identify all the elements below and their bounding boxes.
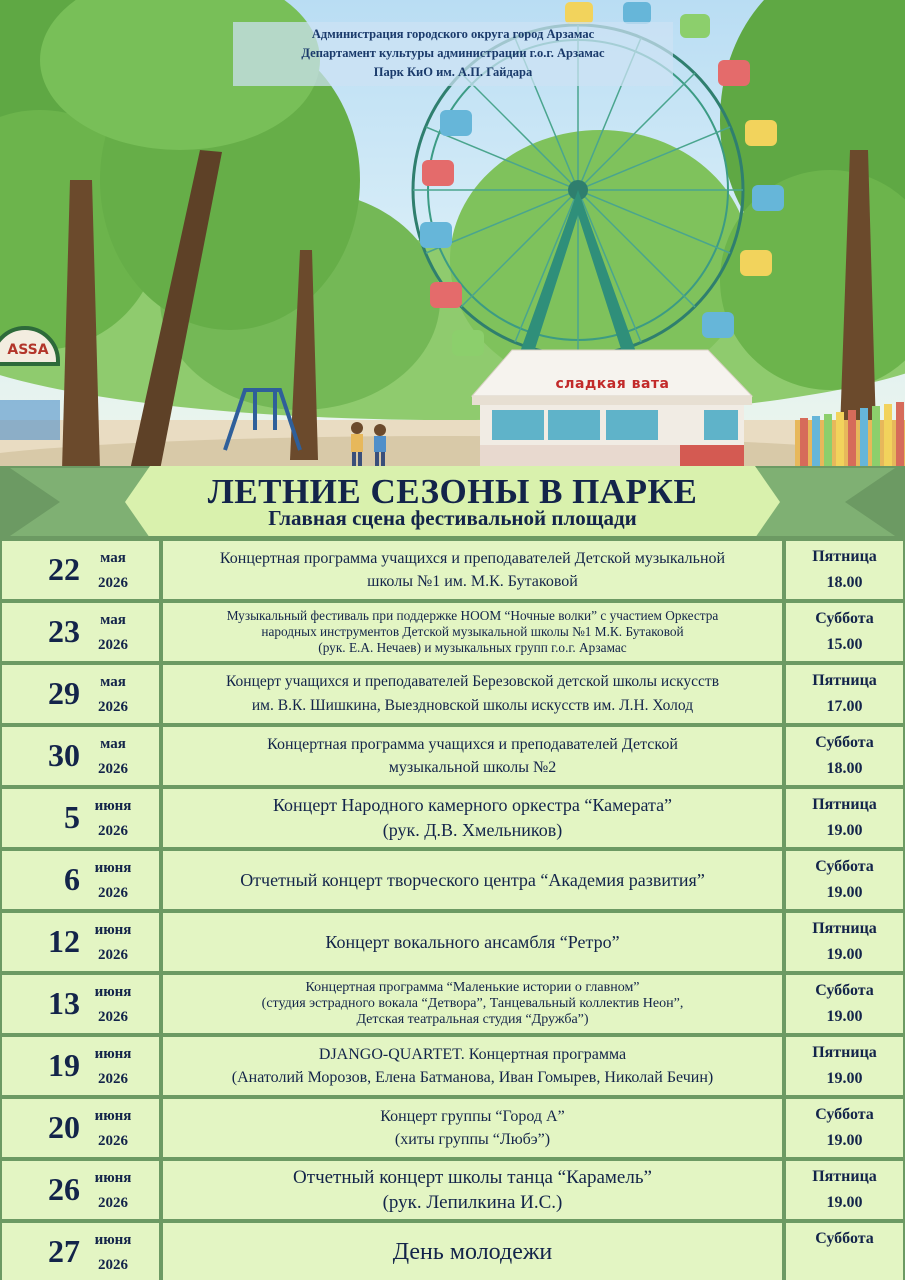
event-weekday: Пятница: [812, 672, 877, 689]
weekday-time-cell: [786, 1223, 903, 1280]
event-description-line: школы №1 им. М.К. Бутаковой: [367, 573, 578, 590]
event-description: [163, 1037, 782, 1095]
event-description: [163, 913, 782, 971]
event-row: [0, 851, 905, 909]
event-description: [163, 789, 782, 847]
event-description-line: народных инструментов Детской музыкальной школы №1 М.К. Бутаковой: [261, 624, 684, 639]
event-row: [0, 913, 905, 971]
event-row: [0, 1223, 905, 1280]
event-day: 27: [48, 1233, 80, 1269]
weekday-time-cell: [786, 975, 903, 1033]
event-row: [0, 1037, 905, 1095]
event-month: июня: [94, 922, 132, 938]
event-row: [0, 1099, 905, 1157]
event-description: [163, 851, 782, 909]
event-weekday: Суббота: [815, 1230, 874, 1247]
date-cell: [2, 789, 159, 847]
event-time: 19.00: [826, 1070, 863, 1087]
event-weekday: Пятница: [812, 1044, 877, 1061]
date-cell: [2, 1037, 159, 1095]
event-description-line: Отчетный концерт творческого центра “Академия развития”: [240, 869, 705, 890]
weekday-time-cell: [786, 727, 903, 785]
event-description-line: День молодежи: [392, 1239, 553, 1265]
event-description: [163, 975, 782, 1033]
date-cell: [2, 1099, 159, 1157]
event-description-cell: [163, 541, 782, 599]
event-day: 22: [48, 551, 80, 587]
event-description: [163, 1223, 782, 1280]
event-weekday: Пятница: [812, 1168, 877, 1185]
event-month: июня: [94, 860, 132, 876]
organizer-line: Парк КиО им. А.П. Гайдара: [373, 65, 533, 79]
event-description-cell: [163, 1037, 782, 1095]
event-row: [0, 603, 905, 661]
event-time: 17.00: [826, 698, 863, 715]
event-description: [163, 1099, 782, 1157]
event-weekday: Пятница: [812, 920, 877, 937]
event-description: [163, 727, 782, 785]
page-title: ЛЕТНИЕ СЕЗОНЫ В ПАРКЕ: [207, 472, 698, 511]
weekday-time-cell: [786, 603, 903, 661]
event-time: 19.00: [826, 946, 863, 963]
event-month: мая: [100, 674, 126, 690]
event-year: 2026: [98, 1071, 128, 1087]
event-day: 23: [48, 613, 80, 649]
event-year: 2026: [98, 1195, 128, 1211]
event-description: [163, 1161, 782, 1219]
event-row: [0, 727, 905, 785]
event-weekday: Суббота: [815, 982, 874, 999]
date-cell: [2, 1161, 159, 1219]
event-description-line: Концерт группы “Город А”: [380, 1108, 565, 1125]
event-description-line: музыкальной школы №2: [388, 759, 557, 776]
kiosk: [472, 350, 752, 467]
event-year: 2026: [98, 1009, 128, 1025]
event-year: 2026: [98, 761, 128, 777]
event-day: 12: [48, 923, 80, 959]
event-description-cell: [163, 1223, 782, 1280]
event-year: 2026: [98, 885, 128, 901]
page-subtitle: Главная сцена фестивальной площади: [268, 506, 637, 530]
event-description-cell: [163, 789, 782, 847]
event-description-line: Концерт вокального ансамбля “Ретро”: [325, 931, 620, 952]
event-year: 2026: [98, 699, 128, 715]
event-description-line: Отчетный концерт школы танца “Карамель”: [293, 1167, 652, 1188]
event-description-line: Концертная программа учащихся и преподавателей Детской: [267, 736, 678, 753]
event-day: 6: [64, 861, 80, 897]
event-schedule: [0, 536, 905, 1280]
date-cell: [2, 603, 159, 661]
event-year: 2026: [98, 575, 128, 591]
date-cell: [2, 975, 159, 1033]
event-description-line: Детская театральная студия “Дружба”): [356, 1012, 589, 1027]
event-description-cell: [163, 1099, 782, 1157]
organizers-box: [233, 22, 673, 86]
event-time: 19.00: [826, 1008, 863, 1025]
event-row: [0, 541, 905, 599]
event-description-cell: [163, 603, 782, 661]
date-cell: [2, 913, 159, 971]
event-description: [163, 603, 782, 661]
event-description: [163, 665, 782, 723]
event-weekday: Суббота: [815, 610, 874, 627]
event-description-line: (рук. Лепилкина И.С.): [382, 1192, 563, 1213]
event-description-line: (рук. Е.А. Нечаев) и музыкальных групп г.о.г. Арзамас: [318, 640, 627, 655]
event-time: 19.00: [826, 1194, 863, 1211]
park-sign-text: ASSA: [7, 342, 49, 358]
event-weekday: Суббота: [815, 734, 874, 751]
event-time: 19.00: [826, 822, 863, 839]
event-description-cell: [163, 727, 782, 785]
event-day: 29: [48, 675, 80, 711]
event-weekday: Пятница: [812, 548, 877, 565]
event-year: 2026: [98, 823, 128, 839]
weekday-time-cell: [786, 1099, 903, 1157]
organizer-line: Администрация городского округа город Арзамас: [311, 27, 595, 41]
event-year: 2026: [98, 947, 128, 963]
event-description-cell: [163, 851, 782, 909]
event-year: 2026: [98, 1257, 128, 1273]
event-month: июня: [94, 984, 132, 1000]
event-day: 13: [48, 985, 80, 1021]
event-day: 20: [48, 1109, 80, 1145]
event-time: 18.00: [826, 760, 863, 777]
event-month: июня: [94, 798, 132, 814]
event-weekday: Суббота: [815, 858, 874, 875]
event-month: июня: [94, 1170, 132, 1186]
date-cell: [2, 1223, 159, 1280]
event-time: 18.00: [826, 574, 863, 591]
event-time: 19.00: [826, 884, 863, 901]
event-description-line: Концертная программа учащихся и преподавателей Детской музыкальной: [219, 550, 726, 567]
event-day: 26: [48, 1171, 80, 1207]
event-description-line: Музыкальный фестиваль при поддержке НООМ “Ночные волки” с участием Оркестра: [226, 608, 719, 623]
event-day: 19: [48, 1047, 80, 1083]
event-year: 2026: [98, 637, 128, 653]
event-month: мая: [100, 736, 126, 752]
event-day: 30: [48, 737, 80, 773]
event-description-line: Концерт Народного камерного оркестра “Камерата”: [272, 795, 673, 815]
event-row: [0, 789, 905, 847]
event-description-line: (Анатолий Морозов, Елена Батманова, Иван Гомырев, Николай Бечин): [231, 1069, 714, 1086]
event-description-cell: [163, 1161, 782, 1219]
event-month: мая: [100, 550, 126, 566]
event-row: [0, 975, 905, 1033]
event-month: июня: [94, 1232, 132, 1248]
event-description-line: (рук. Д.В. Хмельников): [382, 820, 563, 840]
event-year: 2026: [98, 1133, 128, 1149]
weekday-time-cell: [786, 851, 903, 909]
event-row: [0, 665, 905, 723]
event-row: [0, 1161, 905, 1219]
event-month: июня: [94, 1046, 132, 1062]
event-weekday: Пятница: [812, 796, 877, 813]
cotton-candy-sign: сладкая вата: [555, 376, 670, 392]
event-month: июня: [94, 1108, 132, 1124]
date-cell: [2, 665, 159, 723]
event-description-line: (хиты группы “Любэ”): [394, 1131, 551, 1148]
date-cell: [2, 727, 159, 785]
weekday-time-cell: [786, 541, 903, 599]
event-description-cell: [163, 665, 782, 723]
event-day: 5: [64, 799, 80, 835]
event-description-line: DJANGO-QUARTET. Концертная программа: [318, 1046, 627, 1063]
weekday-time-cell: [786, 665, 903, 723]
weekday-time-cell: [786, 1037, 903, 1095]
event-description-line: им. В.К. Шишкина, Выездновской школы искусств им. Л.Н. Холод: [251, 697, 694, 714]
event-description-line: Концертная программа “Маленькие истории о главном”: [305, 980, 640, 995]
event-time: 19.00: [826, 1132, 863, 1149]
title-banner: [0, 466, 905, 538]
event-weekday: Суббота: [815, 1106, 874, 1123]
event-description: [163, 541, 782, 599]
weekday-time-cell: [786, 1161, 903, 1219]
event-description-line: Концерт учащихся и преподавателей Березовской детской школы искусств: [225, 673, 720, 690]
date-cell: [2, 851, 159, 909]
weekday-time-cell: [786, 789, 903, 847]
organizer-line: Департамент культуры администрации г.о.г. Арзамас: [301, 46, 605, 60]
date-cell: [2, 541, 159, 599]
event-description-cell: [163, 975, 782, 1033]
event-month: мая: [100, 612, 126, 628]
event-description-cell: [163, 913, 782, 971]
park-illustration: [0, 0, 905, 470]
weekday-time-cell: [786, 913, 903, 971]
event-time: 15.00: [826, 636, 863, 653]
event-description-line: (студия эстрадного вокала “Детвора”, Танцевальный коллектив Неон”,: [261, 996, 684, 1011]
